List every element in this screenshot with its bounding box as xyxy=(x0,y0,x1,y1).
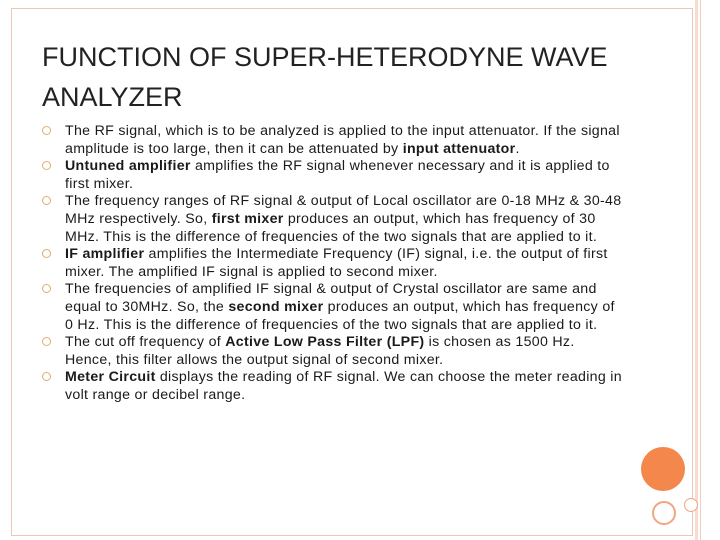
bullet-item xyxy=(42,334,622,369)
bullet-bold-term: input attenuator xyxy=(402,140,516,157)
slide-title: FUNCTION OF SUPER-HETERODYNE WAVE ANALYZER xyxy=(42,42,608,112)
bullet-text: is chosen as 1500 Hz. Hence, this filter allows the output signal of second mixer. xyxy=(65,334,575,368)
bullet-item xyxy=(42,281,622,334)
bullet-circle-icon xyxy=(42,249,51,258)
decorative-rail-line xyxy=(700,0,701,540)
bullet-circle-icon xyxy=(42,161,51,170)
bullet-circle-icon xyxy=(42,372,51,381)
bullet-text: displays the reading of RF signal. We can choose the meter reading in volt range or decibel range. xyxy=(65,369,622,403)
bullet-item xyxy=(42,246,622,281)
bullet-bold-term: IF amplifier xyxy=(65,246,145,263)
bullet-list xyxy=(42,123,622,405)
bullet-item xyxy=(42,193,622,246)
bullet-bold-term: Meter Circuit xyxy=(65,369,156,386)
bullet-bold-term: first mixer xyxy=(211,210,284,227)
decorative-circle-ring xyxy=(652,501,676,525)
bullet-text: The RF signal, which is to be analyzed is applied to the input attenuator. If the signal amplitude is too large, then it can be attenuated by xyxy=(65,123,620,157)
bullet-text: The frequencies of amplified IF signal & output of Crystal oscillator are same and equal to 30MHz. So, the xyxy=(65,281,597,315)
bullet-bold-term: second mixer xyxy=(228,298,324,315)
bullet-bold-term: Untuned amplifier xyxy=(65,158,191,175)
bullet-item xyxy=(42,158,622,193)
decorative-rail xyxy=(695,0,698,540)
bullet-text: amplifies the Intermediate Frequency (IF) signal, i.e. the output of first mixer. The amplified IF signal is applied to second mixer. xyxy=(65,246,608,280)
bullet-item xyxy=(42,123,622,158)
bullet-circle-icon xyxy=(42,196,51,205)
decorative-circle-small xyxy=(684,498,698,512)
bullet-text: amplifies the RF signal whenever necessary and it is applied to first mixer. xyxy=(65,158,610,192)
bullet-text: produces an output, which has frequency of 0 Hz. This is the difference of frequencies of the two signals that are applied to it. xyxy=(65,298,615,333)
bullet-item xyxy=(42,369,622,404)
decorative-circle-filled xyxy=(641,447,685,491)
bullet-bold-term: Active Low Pass Filter (LPF) xyxy=(225,334,425,351)
bullet-text: . xyxy=(515,140,520,157)
bullet-circle-icon xyxy=(42,284,51,293)
bullet-circle-icon xyxy=(42,337,51,346)
bullet-text: The frequency ranges of RF signal & output of Local oscillator are 0-18 MHz & 30-48 MHz respectively. So, xyxy=(65,193,622,227)
bullet-circle-icon xyxy=(42,126,51,135)
bullet-text: produces an output, which has frequency of 30 MHz. This is the difference of frequencies of the two signals that are applied to it. xyxy=(65,210,598,245)
bullet-text: The cut off frequency of xyxy=(65,334,226,351)
